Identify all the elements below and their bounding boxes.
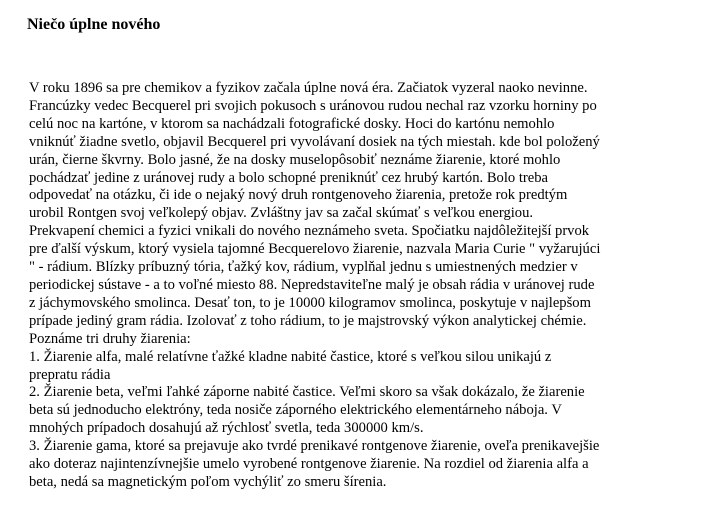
body-line: z jáchymovského smolinca. Desať ton, to je 10000 kilogramov smolinca, poskytuje v najlepšom (29, 294, 591, 311)
list-item-gamma: 3. Žiarenie gama, ktoré sa prejavuje ako tvrdé prenikavé rontgenove žiarenie, oveľa prenikavejšie (29, 438, 600, 455)
body-line: vniknúť žiadne svetlo, objavil Becquerel pri vyvolávaní dosiek na tých miestah. kde bol položený (29, 133, 600, 150)
document-heading: Niečo úplne nového (27, 16, 161, 33)
list-item-beta-cont: mnohých prípadoch dosahujú až rýchlosť svetla, teda 300000 km/s. (29, 420, 424, 437)
list-item-beta: 2. Žiarenie beta, veľmi ľahké záporne nabité častice. Veľmi skoro sa však dokázalo, že žiarenie (29, 384, 585, 401)
body-line: V roku 1896 sa pre chemikov a fyzikov začala úplne nová éra. Začiatok vyzeral naoko nevinne. (29, 80, 588, 96)
body-line: " - rádium. Blízky príbuzný tória, ťažký kov, rádium, vyplňal jednu s umiestnených medzier v (29, 259, 578, 276)
body-line: celú noc na kartóne, v ktorom sa nachádzali fotografické dosky. Hoci do kartónu nemohlo (29, 115, 555, 132)
body-line: periodickej sústave - a to voľné miesto 88. Nepredstaviteľne malý je obsah rádia v uránovej rude (29, 276, 595, 293)
document-body (29, 80, 699, 492)
body-line: urobil Rontgen svoj veľkolepý objav. Zvláštny jav sa začal skúmať s veľkou energiou. (29, 205, 534, 222)
list-item-alpha: 1. Žiarenie alfa, malé relatívne ťažké kladne nabité častice, ktoré s veľkou silou unikajú z (29, 348, 552, 365)
body-line: odpovedať na otázku, či ide o nejaký nový druh rontgenoveho žiarenia, pretože rok predtým (29, 187, 568, 204)
body-line: Prekvapení chemici a fyzici vnikali do nového neznámeho sveta. Spočiatku najdôležitejší prvok (29, 223, 590, 240)
list-item-gamma-cont: beta, nedá sa magnetickým poľom vychýliť zo smeru šírenia. (29, 473, 387, 490)
body-line: urán, čierne škvrny. Bolo jasné, že na dosky muselopôsobiť neznáme žiarenie, ktoré mohlo (29, 151, 561, 168)
list-intro-line: Poznáme tri druhy žiarenia: (29, 330, 191, 347)
list-item-gamma-cont: ako doteraz najintenzívnejšie umelo vyrobené rontgenove žiarenie. Na rozdiel od žiarenia alfa a (29, 456, 589, 473)
body-line: pochádzať jedine z uránovej rudy a bolo schopné preniknúť cez hrubý kartón. Bolo treba (29, 169, 549, 186)
list-item-alpha-cont: prepratu rádia (29, 366, 111, 383)
list-item-beta-cont: beta sú jednoducho elektróny, teda nosiče záporného elektrického elementárneho náboja. V (29, 402, 562, 419)
body-line: Francúzky vedec Becquerel pri svojich pokusoch s uránovou rudou nechal raz vzorku horniny po (29, 97, 597, 114)
body-line: prípade jediný gram rádia. Izolovať z toho rádium, to je majstrovský výkon analytickej chémie. (29, 312, 587, 329)
body-line: pre ďalší výskum, ktorý vysiela tajomné Becquerelovo žiarenie, nazvala Maria Curie " vyžarujúci (29, 241, 601, 258)
